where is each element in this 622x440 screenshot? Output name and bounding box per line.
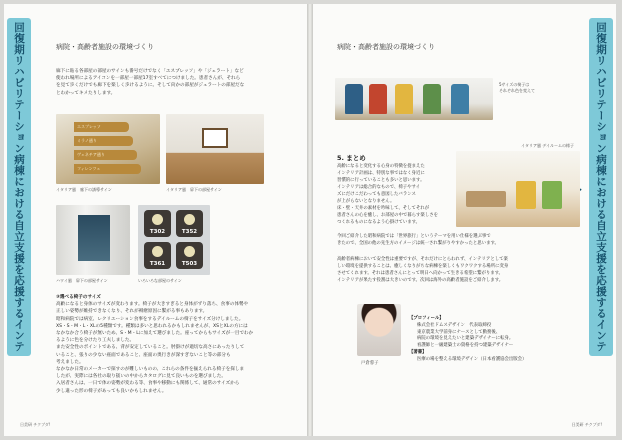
right-page bbox=[313, 4, 616, 436]
left-vertical-title-band: 回復期リハビリテーション病棟における自立支援を応援するインテ bbox=[7, 18, 31, 356]
body-line: 入居者さんは、一日で体の姿勢が変わる等、食事や移動にも関係して、通常のサイズから bbox=[56, 381, 240, 387]
table-shape bbox=[466, 191, 506, 207]
corridor-sign: フィレンツェ bbox=[74, 164, 141, 174]
photo-day-room bbox=[456, 151, 580, 227]
caption-hawaii-door-signs: ハワイ風 扉下の部屋サイン bbox=[56, 278, 108, 283]
room-tile: T352 bbox=[176, 210, 203, 237]
left-intro-text bbox=[56, 68, 296, 97]
room-tile: T361 bbox=[144, 242, 171, 269]
closing-line: インテリアが果たす役割は大きいのです。次回は海外の高齢者施設をご紹介します。 bbox=[337, 278, 504, 283]
closing-line: 高齢者病棟において安全性は重要ですが、それだけにとらわれず、インテリアとして楽 bbox=[337, 257, 508, 262]
left-page bbox=[4, 4, 307, 436]
room-tile: T302 bbox=[144, 210, 171, 237]
body-line: 正しい姿勢が維持できなくなり、それが褥瘡原因に繋がる事もあります。 bbox=[56, 309, 208, 315]
hawaii-sign-panel bbox=[78, 215, 110, 261]
intro-line: とわかってキメたりします。 bbox=[56, 90, 116, 96]
summary-line: 高齢になると変化する心身の特徴を捉まえた bbox=[337, 164, 425, 169]
caption-day-room: イタリア風 デイルームの様子 bbox=[521, 143, 574, 148]
tile-symbol-icon bbox=[184, 214, 195, 225]
profile-line: 病院の環境を見えたいと建築デザイナーに転身。 bbox=[417, 336, 514, 342]
body-line: いること、張りの少ない座面であること、座面の奥行きが深すぎないこと等の部分も bbox=[56, 352, 231, 358]
corridor-sign: ミラノ通り bbox=[74, 136, 133, 146]
caption-colored-chairs: 5サイズの椅子は それぞれ色を変えて bbox=[499, 82, 535, 93]
body-line: るように色を分けたり工夫しました。 bbox=[56, 338, 135, 344]
caption-italian-corridor-signs: イタリア風 廊下の誘導サイン bbox=[56, 187, 112, 192]
summary-line: つくれるものになるよう心掛けています。 bbox=[337, 220, 421, 225]
subheading-chair-sizes: ③選べる椅子のサイズ bbox=[56, 295, 101, 300]
body-line: なかなか日常のメーカーで探すのが難しいものの、これらの条件を揃えられる椅子を探しま bbox=[56, 367, 245, 373]
photo-hawaii-door-signs bbox=[56, 205, 130, 275]
tile-symbol-icon bbox=[184, 246, 195, 257]
right-vertical-title-band: 回復期リハビリテーション病棟における自立支援を応援するインテ bbox=[589, 18, 613, 356]
author-name: 戸倉蓉子 bbox=[361, 361, 379, 366]
photo-room-sign-tiles bbox=[138, 205, 210, 275]
author-portrait bbox=[357, 304, 401, 356]
tile-symbol-icon bbox=[152, 214, 163, 225]
profile-box bbox=[409, 316, 599, 364]
chair-light-blue bbox=[451, 84, 469, 114]
left-section-title: 病院・高齢者施設の環境づくり bbox=[56, 43, 154, 51]
body-line: 昭和病院では病室、レクリエーション食事をするデイルームの椅子をサイズ分けしました。 bbox=[56, 316, 244, 322]
summary-line: 患者さんの心を癒し、お部屋の中で暮らす楽しさを bbox=[337, 213, 438, 218]
profile-line: 東京農業大学前身にナースとして勤務後、 bbox=[417, 329, 501, 335]
closing-line: させてくれます。それは患者さんにとって明日へ向かって生きる希望に繋がります。 bbox=[337, 271, 504, 276]
profile-line: 看護師と一級建築士の資格を持つ建築デザイナー bbox=[417, 343, 514, 349]
photo-italian-door-signs bbox=[166, 114, 264, 184]
right-footer: 日美研 チクブダ! bbox=[571, 422, 602, 427]
closing-line: しい環境を提供することは、癒しくなりがちな病棟を楽しくもワクワクする場所に変身 bbox=[337, 264, 509, 269]
photo-colored-chairs bbox=[335, 78, 493, 120]
corridor-sign: エスプレッソ bbox=[74, 122, 129, 132]
summary-line: が上がらないとなりません。 bbox=[337, 199, 395, 204]
body-line: 考えました。 bbox=[56, 359, 84, 365]
body-line: なかなか合う椅子が無いため、S・M・Lに加えて選びました。座ってからもサイズが一目でわか bbox=[56, 331, 254, 337]
door-sign-frame bbox=[202, 128, 228, 148]
chair-yellow bbox=[516, 181, 536, 209]
summary-line: きたので、全国の他の先生方のイメージは統一され繋がりやすかったと思います。 bbox=[337, 241, 499, 246]
body-line: 少し違った形の椅子があっても良いかもしれません。 bbox=[56, 388, 167, 394]
caption-room-sign-tiles: いろいろな部屋のサイン bbox=[138, 278, 182, 283]
intro-line: 使われ場所によるアイコンを一部屋一部屋17室すべてにつけました。患者さんが、それら bbox=[56, 76, 241, 82]
chair-green bbox=[423, 84, 441, 114]
left-footer: 日美研 チクブダ! bbox=[20, 422, 51, 427]
summary-line: 今回ご紹介した昭和病院では「世界旅行」というテーマを用い仕様を選ぶ事で bbox=[337, 234, 491, 239]
chair-blue bbox=[345, 84, 363, 114]
corridor-sign: ヴェネチア通り bbox=[74, 150, 137, 160]
body-line: また安全性のポイントである、背が安定していること。肘掛けが適切な高さにあったりして bbox=[56, 345, 245, 351]
body-line: 高齢になると身体のサイズが変わります。椅子が大きすぎると身体がずり落ち、食事の体勢や bbox=[56, 302, 249, 308]
intro-line: 廊下に貼る各部屋の部屋のサインも番号だけでなく「エスプレッソ」や「ジェラート」など bbox=[56, 69, 244, 74]
books-heading: 【著書】 bbox=[409, 349, 427, 355]
subheading-summary: 5. まとめ bbox=[337, 154, 366, 162]
body-line: XS・S・M・L・XLの5種類です。種類は多いと思われるかもしれませんが、XSとXLの方には bbox=[56, 323, 248, 329]
left-body-text bbox=[56, 294, 298, 395]
right-summary-wide-text bbox=[337, 233, 587, 247]
right-summary-text bbox=[337, 154, 453, 226]
right-section-title: 病院・高齢者施設の環境づくり bbox=[337, 43, 435, 51]
body-line: したが、実際には各社の取り扱いの中からカタログに見て良いものを選びました。 bbox=[56, 374, 226, 380]
summary-line: インテリア計画は、特別な事ではなく身近に bbox=[337, 171, 425, 176]
profile-heading: 【プロフィール】 bbox=[409, 316, 444, 321]
photo-italian-corridor-signs bbox=[56, 114, 160, 184]
intro-line: を見て歩くだけでも廊下を楽しく歩けるように。そして向かの部屋がジェラートの部屋だな bbox=[56, 83, 245, 89]
chair-yellow bbox=[395, 84, 413, 114]
profile-line: 株式会社ドムスデザイン 代表取締役 bbox=[417, 322, 492, 328]
chair-green bbox=[542, 181, 562, 209]
caption-italian-door-signs: イタリア風 扉下の部屋サイン bbox=[166, 187, 222, 192]
tile-symbol-icon bbox=[152, 246, 163, 257]
room-tile: T503 bbox=[176, 242, 203, 269]
summary-line: インテリアは総合的なもので、椅子やサイ bbox=[337, 185, 421, 190]
summary-line: 床・壁・天井の素材を吟味して、そしてそれが bbox=[337, 206, 430, 211]
right-closing-text bbox=[337, 256, 587, 284]
chair-red bbox=[369, 84, 387, 114]
summary-line: ズにだけこだわっても意図したバランス bbox=[337, 192, 416, 197]
summary-line: 習慣的に行っていることも多いと思います。 bbox=[337, 178, 425, 183]
books-line: 医療の場を整える環境デザイン（日本看護協会出版会） bbox=[417, 356, 527, 362]
